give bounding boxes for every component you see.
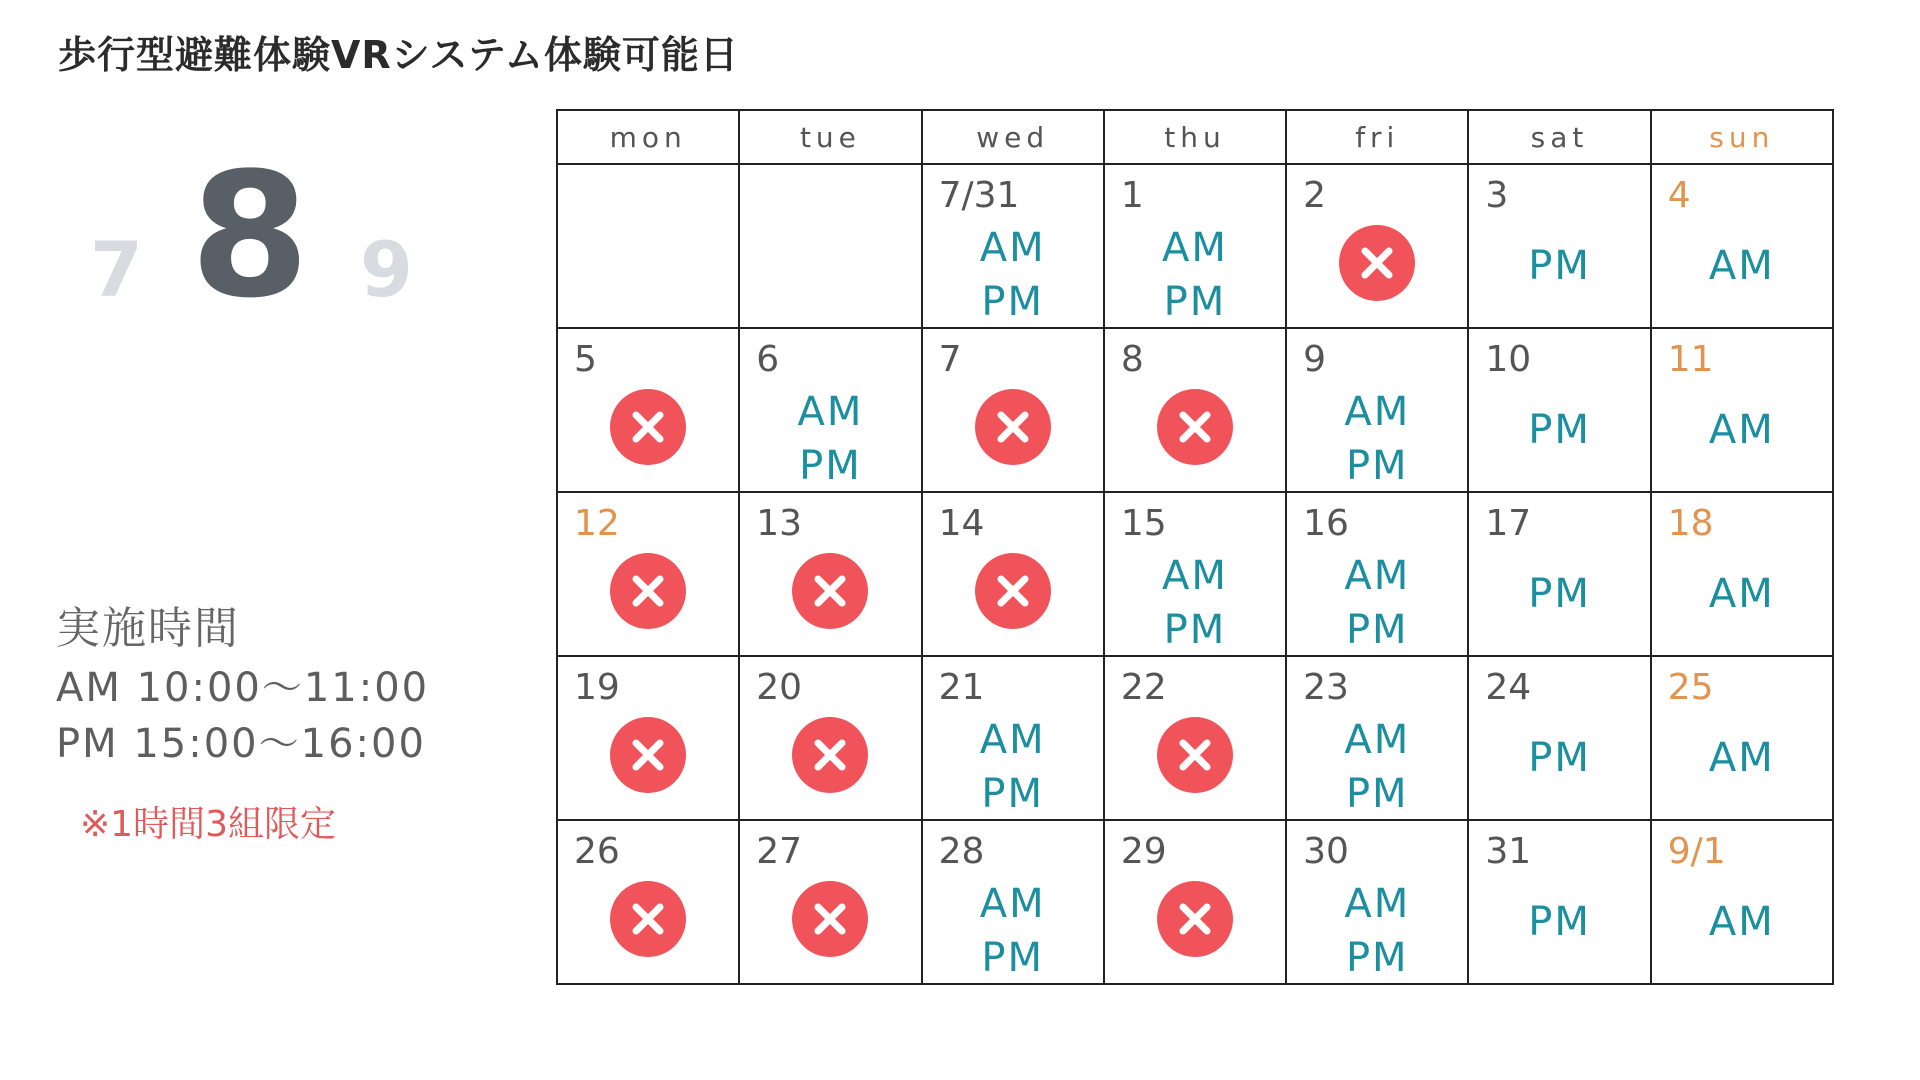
day-number: 20	[756, 667, 803, 708]
hours-am: AM 10:00〜11:00	[56, 665, 430, 711]
slot-list	[923, 713, 1103, 821]
day-number: 31	[1485, 831, 1532, 872]
calendar-day-cell[interactable]	[1651, 164, 1833, 328]
time-slot-pm[interactable]: PM	[1163, 279, 1227, 325]
slot-list	[1469, 403, 1649, 457]
closed-x-icon	[610, 881, 686, 957]
closed-x-icon	[792, 717, 868, 793]
time-slot-pm[interactable]: PM	[981, 771, 1045, 817]
time-slot-am[interactable]: AM	[1162, 553, 1228, 599]
slot-list	[1105, 221, 1285, 329]
day-number: 29	[1120, 831, 1167, 872]
hours-pm: PM 15:00〜16:00	[56, 721, 426, 767]
closed-x-icon	[975, 553, 1051, 629]
weekday-wed: wed	[922, 110, 1104, 164]
day-number: 9	[1303, 339, 1327, 380]
weekday-sun: sun	[1651, 110, 1833, 164]
slot-list	[923, 221, 1103, 329]
closed-x-icon	[792, 881, 868, 957]
time-slot-am[interactable]: AM	[1344, 389, 1411, 435]
calendar-day-cell[interactable]	[1286, 164, 1468, 328]
weekday-fri: fri	[1286, 110, 1468, 164]
time-slot-am[interactable]: AM	[1162, 225, 1228, 271]
calendar-day-cell[interactable]	[1286, 820, 1468, 984]
calendar-day-cell[interactable]	[1286, 492, 1468, 656]
closed-x-icon	[792, 553, 868, 629]
day-number: 10	[1485, 339, 1532, 380]
calendar-day-cell[interactable]	[1651, 820, 1833, 984]
time-slot-pm[interactable]: PM	[1345, 935, 1409, 981]
day-number: 11	[1667, 339, 1714, 380]
slot-list	[1652, 239, 1832, 293]
day-number: 12	[574, 503, 620, 544]
availability-calendar	[556, 109, 1834, 985]
month-prev[interactable]: 7	[90, 225, 143, 314]
slot-list	[1652, 567, 1832, 621]
day-number: 3	[1485, 175, 1509, 216]
weekday-tue: tue	[739, 110, 921, 164]
time-slot-am[interactable]: AM	[797, 389, 864, 435]
slot-list	[1287, 549, 1467, 657]
hours-note: ※1時間3組限定	[80, 804, 336, 845]
calendar-day-cell[interactable]	[922, 820, 1104, 984]
slot-list	[1652, 403, 1832, 457]
weekday-mon: mon	[557, 110, 739, 164]
time-slot-pm[interactable]: PM	[799, 443, 862, 489]
day-number: 1	[1120, 175, 1144, 216]
closed-x-icon	[1339, 225, 1415, 301]
calendar-day-cell[interactable]	[739, 328, 921, 492]
day-number: 9/1	[1667, 831, 1726, 872]
calendar-day-cell[interactable]	[1651, 492, 1833, 656]
time-slot-am[interactable]: AM	[1708, 407, 1775, 453]
time-slot-am[interactable]: AM	[1708, 243, 1775, 289]
slot-list	[1652, 895, 1832, 949]
day-number: 5	[574, 339, 597, 380]
time-slot-pm[interactable]: PM	[1528, 407, 1591, 453]
calendar-day-cell[interactable]	[1286, 328, 1468, 492]
calendar-day-cell[interactable]	[1104, 492, 1286, 656]
calendar-day-cell[interactable]	[922, 656, 1104, 820]
time-slot-pm[interactable]: PM	[1163, 607, 1227, 653]
calendar-week-row	[557, 820, 1833, 984]
calendar-day-cell[interactable]	[922, 492, 1104, 656]
day-number: 2	[1303, 175, 1327, 216]
slot-list	[923, 877, 1103, 985]
closed-x-icon	[1157, 881, 1233, 957]
calendar-day-cell[interactable]	[1104, 820, 1286, 984]
slot-list	[1287, 713, 1467, 821]
day-number: 15	[1120, 503, 1167, 544]
day-number: 28	[938, 831, 985, 872]
calendar-day-cell[interactable]	[739, 164, 921, 328]
time-slot-pm[interactable]: PM	[1345, 443, 1409, 489]
calendar-day-cell[interactable]	[739, 656, 921, 820]
closed-x-icon	[975, 389, 1051, 465]
day-number: 17	[1485, 503, 1532, 544]
slot-list	[740, 385, 920, 493]
time-slot-pm[interactable]: PM	[981, 279, 1045, 325]
calendar-day-cell[interactable]	[1468, 164, 1650, 328]
slot-list	[1105, 549, 1285, 657]
calendar-day-cell[interactable]	[1104, 164, 1286, 328]
calendar-week-row	[557, 656, 1833, 820]
day-number: 4	[1667, 175, 1691, 216]
closed-x-icon	[610, 553, 686, 629]
calendar-day-cell[interactable]	[1651, 656, 1833, 820]
time-slot-am[interactable]: AM	[1344, 881, 1411, 927]
calendar-day-cell[interactable]	[1286, 656, 1468, 820]
calendar-day-cell[interactable]	[1468, 328, 1650, 492]
day-number: 13	[756, 503, 803, 544]
day-number: 30	[1303, 831, 1349, 872]
time-slot-am[interactable]: AM	[1344, 553, 1411, 599]
calendar-day-cell[interactable]	[922, 328, 1104, 492]
time-slot-pm[interactable]: PM	[1345, 771, 1409, 817]
weekday-thu: thu	[1104, 110, 1286, 164]
time-slot-am[interactable]: AM	[979, 225, 1046, 271]
calendar-day-cell[interactable]	[557, 656, 739, 820]
closed-x-icon	[1157, 717, 1233, 793]
calendar-week-row	[557, 492, 1833, 656]
day-number: 27	[756, 831, 803, 872]
calendar-week-row	[557, 164, 1833, 328]
day-number: 24	[1485, 667, 1532, 708]
month-next[interactable]: 9	[360, 225, 413, 314]
day-number: 7/31	[938, 175, 1020, 216]
day-number: 19	[574, 667, 620, 708]
day-number: 18	[1667, 503, 1714, 544]
calendar-day-cell[interactable]	[557, 492, 739, 656]
page-title: 歩行型避難体験VRシステム体験可能日	[58, 33, 739, 77]
closed-x-icon	[610, 717, 686, 793]
calendar-day-cell[interactable]	[557, 820, 739, 984]
day-number: 21	[938, 667, 985, 708]
day-number: 6	[756, 339, 780, 380]
day-number: 23	[1303, 667, 1349, 708]
calendar-day-cell[interactable]	[739, 820, 921, 984]
day-number: 26	[574, 831, 620, 872]
closed-x-icon	[1157, 389, 1233, 465]
closed-x-icon	[610, 389, 686, 465]
calendar-day-cell[interactable]	[1468, 820, 1650, 984]
day-number: 14	[938, 503, 985, 544]
time-slot-pm[interactable]: PM	[1528, 899, 1591, 945]
slot-list	[1469, 239, 1649, 293]
slot-list	[1469, 567, 1649, 621]
weekday-header-row	[557, 110, 1833, 164]
time-slot-am[interactable]: AM	[1708, 571, 1775, 617]
time-slot-am[interactable]: AM	[1344, 717, 1411, 763]
calendar-body	[557, 164, 1833, 984]
time-slot-am[interactable]: AM	[979, 881, 1046, 927]
day-number: 7	[938, 339, 962, 380]
calendar-day-cell[interactable]	[1104, 656, 1286, 820]
day-number: 25	[1667, 667, 1714, 708]
calendar-day-cell[interactable]	[557, 164, 739, 328]
time-slot-pm[interactable]: PM	[1345, 607, 1409, 653]
time-slot-pm[interactable]: PM	[981, 935, 1045, 981]
time-slot-am[interactable]: AM	[979, 717, 1046, 763]
calendar-day-cell[interactable]	[1468, 492, 1650, 656]
calendar-day-cell[interactable]	[1651, 328, 1833, 492]
month-current: 8	[190, 135, 310, 336]
calendar-day-cell[interactable]	[557, 328, 739, 492]
slot-list	[1469, 895, 1649, 949]
day-number: 22	[1120, 667, 1167, 708]
time-slot-am[interactable]: AM	[1708, 899, 1775, 945]
time-slot-am[interactable]: AM	[1708, 735, 1775, 781]
slot-list	[1287, 385, 1467, 493]
slot-list	[1287, 877, 1467, 985]
calendar-day-cell[interactable]	[1104, 328, 1286, 492]
time-slot-pm[interactable]: PM	[1528, 571, 1591, 617]
weekday-sat: sat	[1468, 110, 1650, 164]
hours-heading: 実施時間	[56, 603, 240, 654]
calendar-week-row	[557, 328, 1833, 492]
slot-list	[1469, 731, 1649, 785]
day-number: 8	[1120, 339, 1144, 380]
day-number: 16	[1303, 503, 1349, 544]
calendar-day-cell[interactable]	[1468, 656, 1650, 820]
time-slot-pm[interactable]: PM	[1528, 243, 1591, 289]
calendar-day-cell[interactable]	[922, 164, 1104, 328]
calendar-day-cell[interactable]	[739, 492, 921, 656]
time-slot-pm[interactable]: PM	[1528, 735, 1591, 781]
slot-list	[1652, 731, 1832, 785]
